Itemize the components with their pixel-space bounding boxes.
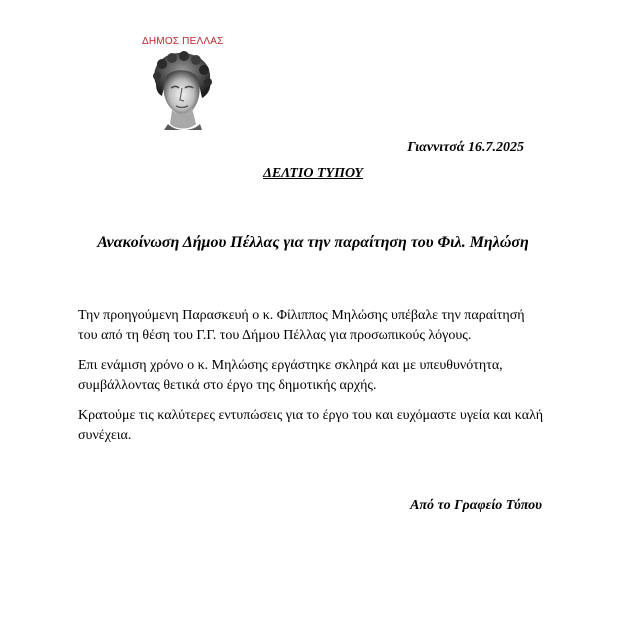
document-date: Γιαννιτσά 16.7.2025 xyxy=(407,140,524,155)
body-text xyxy=(78,306,546,456)
logo-text: ΔΗΜΟΣ ΠΕΛΛΑΣ xyxy=(142,36,224,47)
paragraph: Την προηγούμενη Παρασκευή ο κ. Φίλιππος Μηλώσης υπέβαλε την παραίτησή του από τη θέση του Γ.Γ. του Δήμου Πέλλας για προσωπικούς λόγους. xyxy=(78,308,525,343)
alexander-bust-icon xyxy=(146,50,218,132)
municipality-logo xyxy=(142,36,222,132)
paragraph: Κρατούμε τις καλύτερες εντυπώσεις για το έργο του και ευχόμαστε υγεία και καλή συνέχεια. xyxy=(78,408,544,443)
press-release-title: ΔΕΛΤΙΟ ΤΥΠΟΥ xyxy=(263,166,363,181)
signature: Από το Γραφείο Τύπου xyxy=(410,498,542,513)
paragraph: Επι ενάμιση χρόνο ο κ. Μηλώσης εργάστηκε σκληρά και με υπευθυνότητα, συμβάλλοντας θετικά στο έργο της δημοτικής αρχής. xyxy=(78,358,503,393)
headline: Ανακοίνωση Δήμου Πέλλας για την παραίτηση του Φιλ. Μηλώση xyxy=(97,234,529,251)
